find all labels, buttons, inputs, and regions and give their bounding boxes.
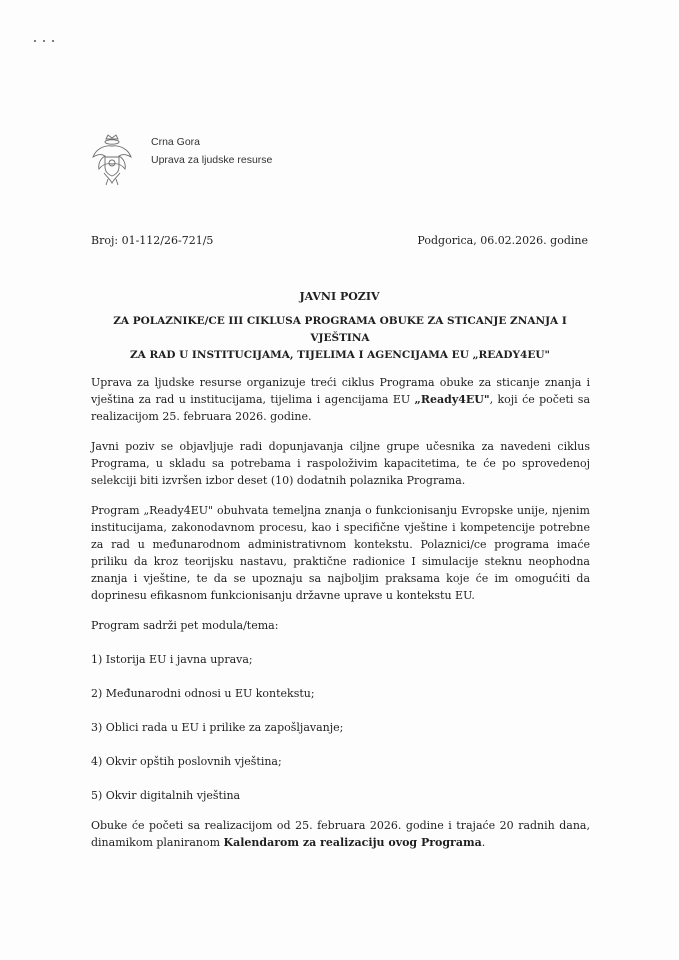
paragraph-program: Program „Ready4EU" obuhvata temeljna znanja o funkcionisanju Evropske unije, njenim institucijama, zakonodavnom procesu, kao i specifične vještine i kompetencije potrebne za rad u međunarodnom administrativnom kontekstu. Polaznici/ce programa imaće priliku da kroz teorijsku nastavu, praktične radionice I simulacije steknu neophodna znanja i vještine, te da se upoznaju sa najboljim praksama koje će im omogućiti da doprinesu efikasnom funkcionisanju državne uprave u kontekstu EU. [91, 504, 590, 602]
place-date: Podgorica, 06.02.2026. godine [417, 234, 588, 247]
country-name: Crna Gora [151, 136, 201, 148]
program-name-bold: „Ready4EU" [414, 393, 490, 406]
module-item: 4) Okvir opštih poslovnih vještina; [91, 755, 282, 768]
paragraph-modules-intro: Program sadrži pet modula/tema: [91, 619, 279, 632]
coat-of-arms-icon [90, 133, 134, 187]
module-item: 3) Oblici rada u EU i prilike za zapošljavanje; [91, 721, 344, 734]
calendar-bold: Kalendarom za realizaciju ovog Programa [223, 836, 482, 849]
issuer-header [151, 133, 272, 169]
document-title: JAVNI POZIV [299, 290, 380, 303]
paragraph-intro: Uprava za ljudske resurse organizuje treći ciklus Programa obuke za sticanje znanja i vještina za rad u institucijama, tijelima i agencijama EU „Ready4EU", koji će početi sa realizacijom 25. februara 2026. godine. [91, 376, 590, 423]
institution-name: Uprava za ljudske resurse [151, 154, 273, 166]
document-body [91, 374, 590, 864]
subtitle-line-2: ZA RAD U INSTITUCIJAMA, TIJELIMA I AGENCIJAMA EU „READY4EU" [130, 349, 550, 361]
module-item: 1) Istorija EU i javna uprava; [91, 653, 253, 666]
module-item: 2) Međunarodni odnosi u EU kontekstu; [91, 687, 315, 700]
document-subtitle [90, 313, 590, 364]
paragraph-purpose: Javni poziv se objavljuje radi dopunjavanja ciljne grupe učesnika za navedeni ciklus Programa, u skladu sa potrebama i raspoloživim kapacitetima, te će po sprovedenoj selekciji biti izvršen izbor deset (10) dodatnih polaznika Programa. [91, 440, 590, 487]
paragraph-schedule: Obuke će početi sa realizacijom od 25. februara 2026. godine i trajaće 20 radnih dana, dinamikom planiranom Kalendarom za realizaciju ovog Programa. [91, 819, 590, 849]
module-item: 5) Okvir digitalnih vještina [91, 789, 241, 802]
subtitle-line-1: ZA POLAZNIKE/CE III CIKLUSA PROGRAMA OBUKE ZA STICANJE ZNANJA I VJEŠTINA [113, 315, 567, 344]
reference-number: Broj: 01-112/26-721/5 [91, 234, 214, 247]
scan-specks [34, 40, 64, 46]
